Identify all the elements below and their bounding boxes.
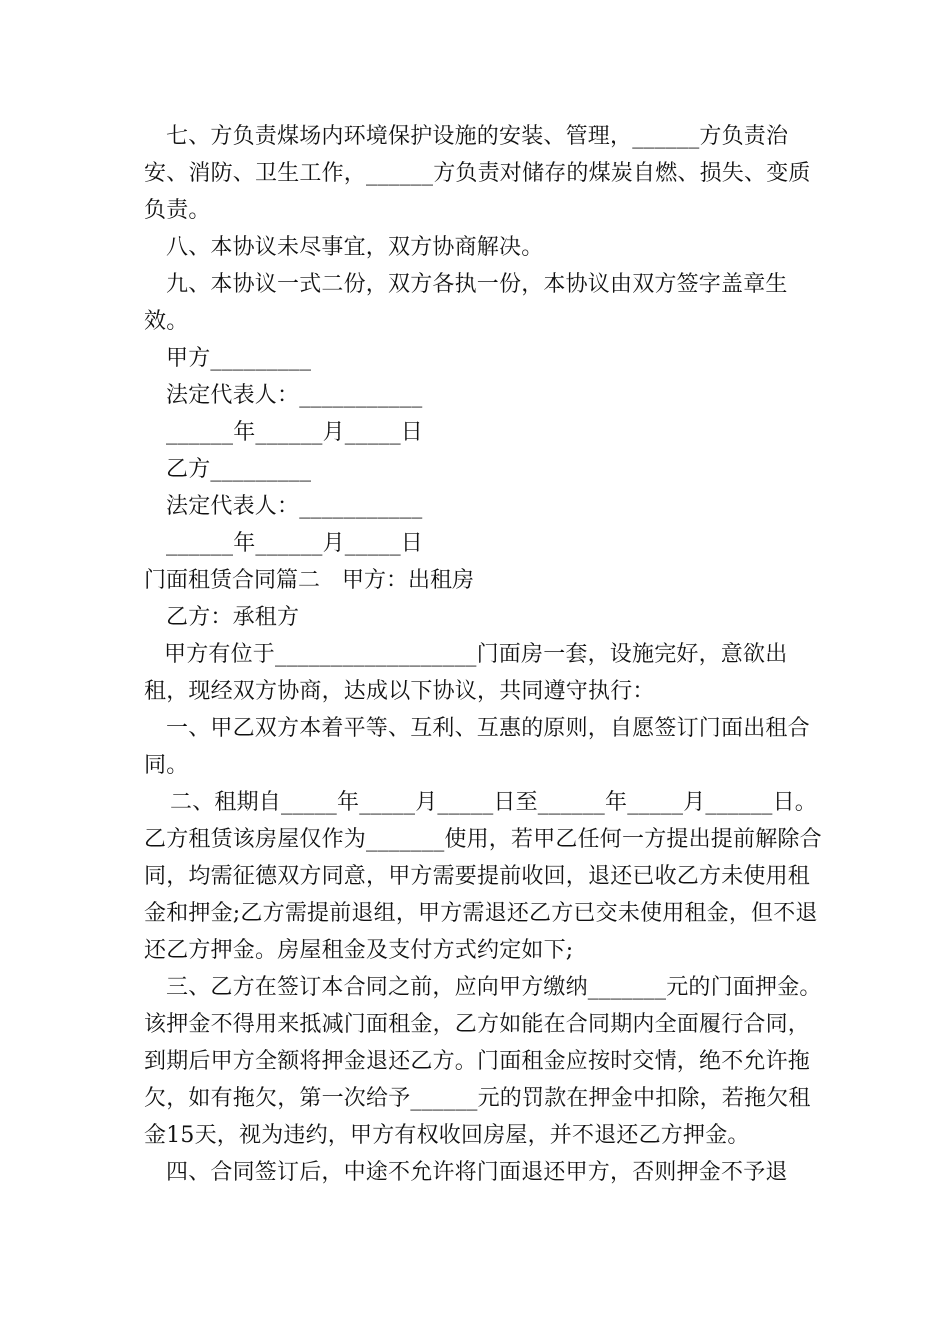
document-body (144, 118, 824, 1191)
clause-seven-paragraph: 七、方负责煤场内环境保护设施的安装、管理，______方负责治安、消防、卫生工作，______方负责对储存的煤炭自燃、损失、变质负责。 (144, 124, 811, 223)
clause-two-paragraph: 二、租期自_____年_____月_____日至______年_____月______日。乙方租赁该房屋仅作为_______使用，若甲乙任何一方提出提前解除合同，均需征德双方同意，甲方需要提前收回，退还已收乙方未使用租金和押金;乙方需提前退组，甲方需退还乙方已交未使用租金，但不退还乙方押金。房屋租金及支付方式约定如下; (144, 790, 822, 963)
party-a-legal-representative-line: 法定代表人：___________ (166, 383, 423, 408)
property-location-paragraph: 甲方有位于__________________门面房一套，设施完好，意欲出租，现经双方协商，达成以下协议，共同遵守执行： (144, 642, 788, 704)
party-b-line: 乙方_________ (166, 457, 312, 482)
clause-one-paragraph: 一、甲乙双方本着平等、互利、互惠的原则，自愿签订门面出租合同。 (144, 716, 810, 778)
lessee-line: 乙方：承租方 (166, 605, 300, 630)
party-b-date-line: ______年______月_____日 (166, 531, 424, 556)
clause-three-paragraph: 三、乙方在签订本合同之前，应向甲方缴纳_______元的门面押金。该押金不得用来抵减门面租金，乙方如能在合同期内全面履行合同，到期后甲方全额将押金退还乙方。门面租金应按时交情，绝不允许拖欠，如有拖欠，第一次给予______元的罚款在押金中扣除，若拖欠租金15天，视为违约，甲方有权收回房屋，并不退还乙方押金。 (144, 975, 822, 1148)
clause-eight-paragraph: 八、本协议未尽事宜，双方协商解决。 (166, 235, 544, 260)
section-heading-line: 门面租赁合同篇二 甲方：出租房 (144, 568, 475, 593)
clause-nine-paragraph: 九、本协议一式二份，双方各执一份，本协议由双方签字盖章生效。 (144, 272, 788, 334)
party-b-legal-representative-line: 法定代表人：___________ (166, 494, 423, 519)
clause-four-paragraph: 四、合同签订后，中途不允许将门面退还甲方，否则押金不予退 (166, 1160, 788, 1185)
party-a-line: 甲方_________ (166, 346, 312, 371)
party-a-date-line: ______年______月_____日 (166, 420, 424, 445)
